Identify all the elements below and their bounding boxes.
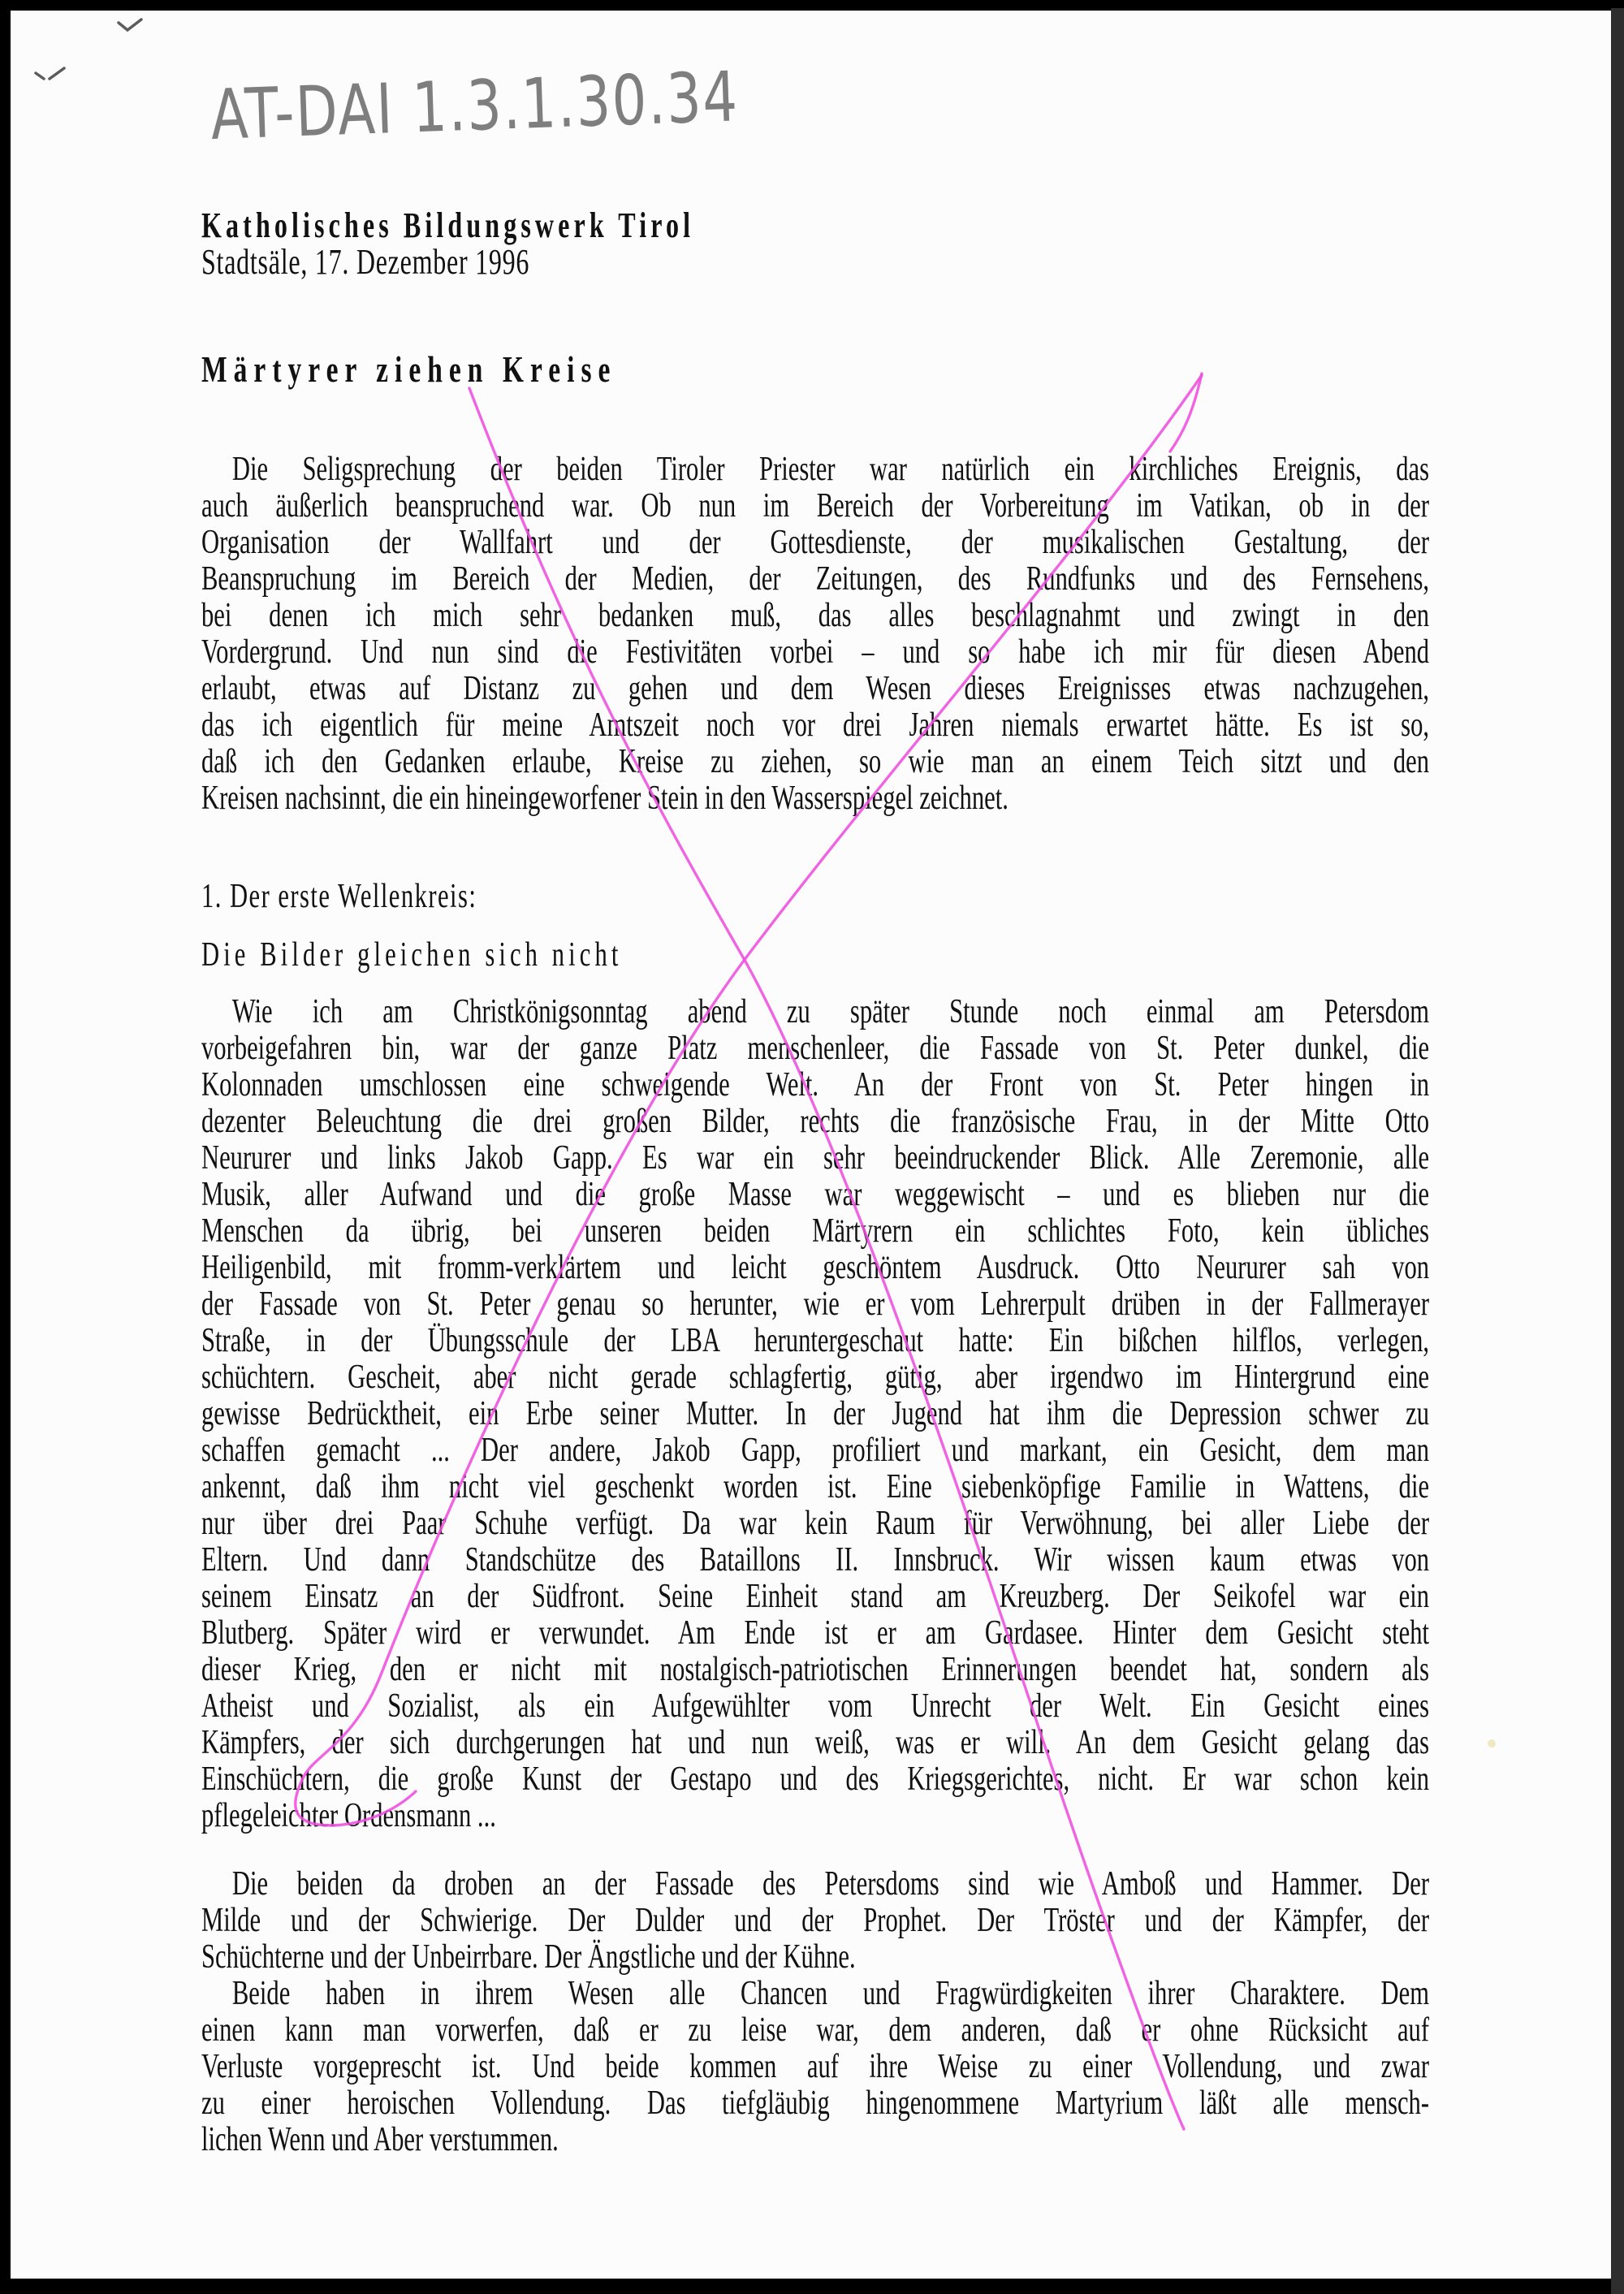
text-line: nur über drei Paar Schuhe verfügt. Da war kein Raum für Verwöhnung, bei aller Liebe der — [201, 1505, 1430, 1542]
section-heading: 1. Der erste Wellenkreis: — [201, 878, 477, 915]
text-line: gewisse Bedrücktheit, ein Erbe seiner Mutter. In der Jugend hat ihm die Depression schwer zu — [201, 1395, 1430, 1432]
text-line: Beanspruchung im Bereich der Medien, der Zeitungen, des Rundfunks und des Fernsehens, — [201, 560, 1430, 598]
text-line: schaffen gemacht ... Der andere, Jakob Gapp, profiliert und markant, ein Gesicht, dem man — [201, 1432, 1430, 1469]
document-title: Märtyrer ziehen Kreise — [201, 348, 617, 390]
paragraph-beide-haben — [201, 1976, 1429, 2158]
pencil-check-icon — [119, 19, 141, 30]
intro-paragraph — [201, 451, 1429, 817]
text-line: Menschen da übrig, bei unseren beiden Märtyrern ein schlichtes Foto, kein übliches — [201, 1212, 1430, 1250]
text-line: Vordergrund. Und nun sind die Festivitäten vorbei – und so habe ich mir für diesen Abend — [201, 633, 1430, 671]
section-subheading: Die Bilder gleichen sich nicht — [201, 936, 623, 974]
paragraph-the-images — [201, 994, 1429, 1834]
scan-edge-top — [0, 0, 1624, 11]
text-line: Beide haben in ihrem Wesen alle Chancen und Fragwürdigkeiten ihrer Charaktere. Dem — [231, 1975, 1430, 2012]
text-line: der Fassade von St. Peter genau so herunter, wie er vom Lehrerpult drüben in der Fallmerayer — [201, 1285, 1430, 1323]
text-line: Straße, in der Übungsschule der LBA heruntergeschaut hatte: Ein bißchen hilflos, verlegen, — [201, 1322, 1430, 1359]
text-line: Schüchterne und der Unbeirrbare. Der Ängstliche und der Kühne. — [201, 1938, 856, 1976]
text-line: schüchtern. Gescheit, aber nicht gerade schlagfertig, gütig, aber irgendwo im Hintergrund eine — [201, 1359, 1430, 1396]
paper-speck — [1488, 1739, 1496, 1748]
text-line: ankennt, daß ihm nicht viel geschenkt worden ist. Eine siebenköpfige Familie in Wattens, die — [201, 1468, 1430, 1506]
text-line: Neururer und links Jakob Gapp. Es war ein sehr beeindruckender Blick. Alle Zeremonie, alle — [201, 1139, 1430, 1177]
text-line: Kämpfers, der sich durchgerungen hat und nun weiß, was er will. An dem Gesicht gelang das — [201, 1724, 1430, 1761]
text-line: zu einer heroischen Vollendung. Das tiefgläubig hingenommene Martyrium läßt alle mensch- — [201, 2084, 1430, 2122]
text-line: Milde und der Schwierige. Der Dulder und der Prophet. Der Tröster und der Kämpfer, der — [201, 1902, 1430, 1939]
scan-edge-bottom — [0, 2279, 1624, 2294]
venue-and-date: Stadtsäle, 17. Dezember 1996 — [201, 242, 530, 282]
text-line: Wie ich am Christkönigsonntag abend zu später Stunde noch einmal am Petersdom — [231, 993, 1430, 1030]
text-line: Die Seligsprechung der beiden Tiroler Priester war natürlich ein kirchliches Ereignis, das — [231, 451, 1430, 488]
text-line: das ich eigentlich für meine Amtszeit noch vor drei Jahren niemals erwartet hätte. Es ist so, — [201, 706, 1430, 744]
text-line: daß ich den Gedanken erlaube, Kreise zu ziehen, so wie man an einem Teich sitzt und den — [201, 743, 1430, 780]
text-line: lichen Wenn und Aber verstummen. — [201, 2121, 559, 2158]
text-line: Eltern. Und dann Standschütze des Bataillons II. Innsbruck. Wir wissen kaum etwas von — [201, 1541, 1430, 1579]
pencil-check-icon — [36, 68, 64, 79]
scan-edge-left — [0, 0, 11, 2294]
scan-edge-right — [1611, 8, 1624, 2294]
organization-name: Katholisches Bildungswerk Tirol — [201, 205, 695, 245]
text-line: dezenter Beleuchtung die drei großen Bilder, rechts die französische Frau, in der Mitte Otto — [201, 1103, 1430, 1140]
text-line: Kolonnaden umschlossen eine schweigende Welt. An der Front von St. Peter hingen in — [201, 1066, 1430, 1104]
text-line: Die beiden da droben an der Fassade des Petersdoms sind wie Amboß und Hammer. Der — [231, 1865, 1430, 1903]
handwritten-archive-code: AT-DAI 1.3.1.30.34 — [209, 57, 741, 156]
text-line: einen kann man vorwerfen, daß er zu leise war, dem anderen, daß er ohne Rücksicht auf — [201, 2011, 1430, 2049]
paragraph-amboss-und-hammer — [201, 1866, 1429, 1976]
text-line: vorbeigefahren bin, war der ganze Platz menschenleer, die Fassade von St. Peter dunkel, die — [201, 1030, 1430, 1067]
text-line: pflegeleichter Ordensmann ... — [201, 1797, 496, 1834]
text-line: Verluste vorgeprescht ist. Und beide kommen auf ihre Weise zu einer Vollendung, und zwar — [201, 2048, 1430, 2085]
text-line: Heiligenbild, mit fromm-verklärtem und leicht geschöntem Ausdruck. Otto Neururer sah von — [201, 1249, 1430, 1286]
text-line: Blutberg. Später wird er verwundet. Am Ende ist er am Gardasee. Hinter dem Gesicht steht — [201, 1614, 1430, 1652]
text-line: Musik, aller Aufwand und die große Masse war weggewischt – und es blieben nur die — [201, 1176, 1430, 1213]
text-line: Organisation der Wallfahrt und der Gottesdienste, der musikalischen Gestaltung, der — [201, 524, 1430, 561]
text-line: dieser Krieg, den er nicht mit nostalgisch-patriotischen Erinnerungen beendet hat, sondern als — [201, 1651, 1430, 1688]
text-line: erlaubt, etwas auf Distanz zu gehen und dem Wesen dieses Ereignisses etwas nachzugehen, — [201, 670, 1430, 707]
text-line: auch äußerlich beanspruchend war. Ob nun im Bereich der Vorbereitung im Vatikan, ob in der — [201, 487, 1430, 525]
text-line: Einschüchtern, die große Kunst der Gestapo und des Kriegsgerichtes, nicht. Er war schon kein — [201, 1760, 1430, 1798]
text-line: seinem Einsatz an der Südfront. Seine Einheit stand am Kreuzberg. Der Seikofel war ein — [201, 1578, 1430, 1615]
text-line: Kreisen nachsinnt, die ein hineingeworfener Stein in den Wasserspiegel zeichnet. — [201, 780, 1009, 817]
text-line: Atheist und Sozialist, als ein Aufgewühlter vom Unrecht der Welt. Ein Gesicht eines — [201, 1687, 1430, 1725]
text-line: bei denen ich mich sehr bedanken muß, das alles beschlagnahmt und zwingt in den — [201, 597, 1430, 634]
